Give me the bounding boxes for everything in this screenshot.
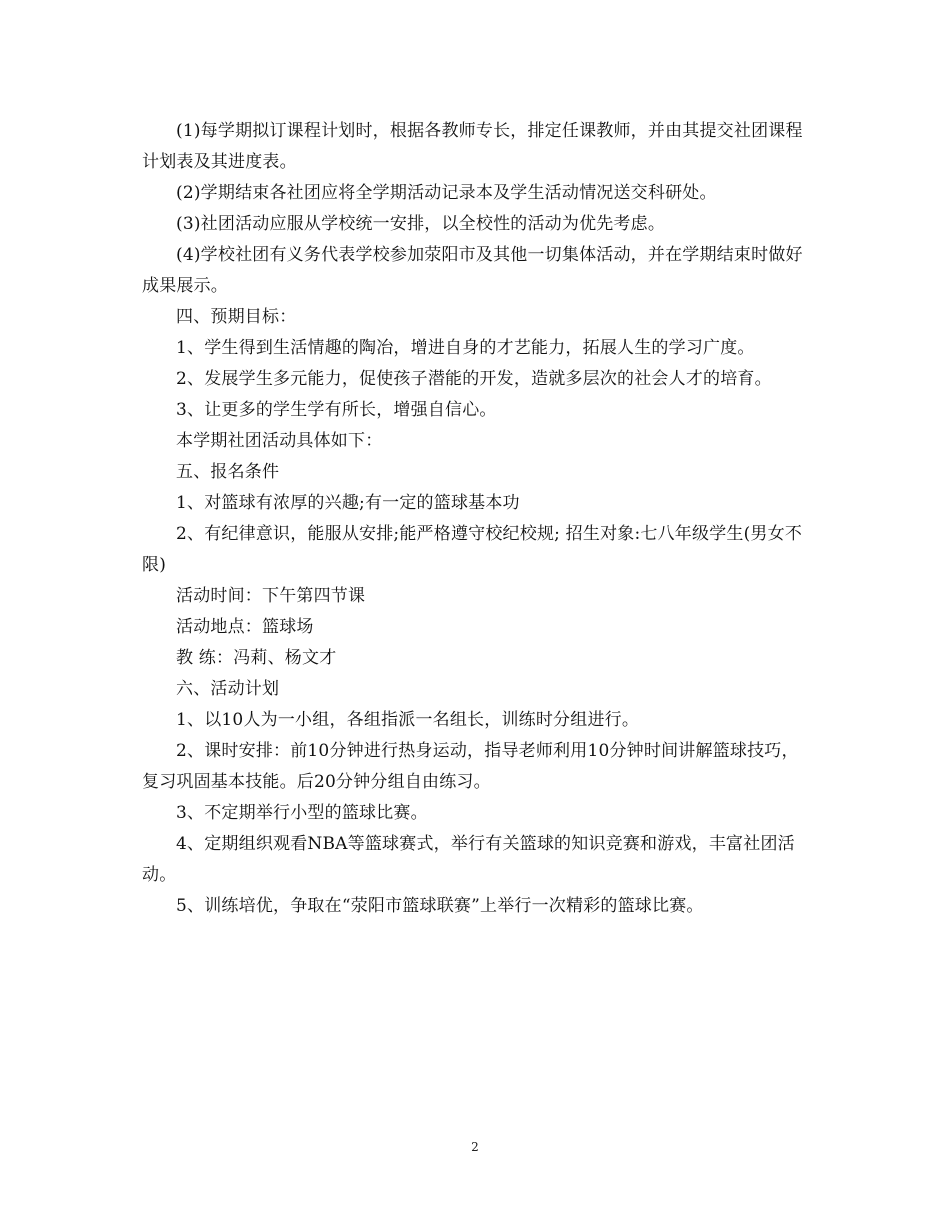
paragraph-goal-1: 1、学生得到生活情趣的陶冶，增进自身的才艺能力，拓展人生的学习广度。: [176, 338, 755, 358]
section-heading-registration: 五、报名条件: [176, 462, 280, 482]
section-heading-activity-plan: 六、活动计划: [176, 679, 280, 699]
paragraph-registration-2: 2、有纪律意识，能服从安排;能严格遵守校纪校规; 招生对象:七八年级学生(男女不限): [142, 524, 803, 575]
paragraph-goal-3: 3、让更多的学生学有所长，增强自信心。: [176, 400, 497, 420]
paragraph-2: (2)学期结束各社团应将全学期活动记录本及学生活动情况送交科研处。: [176, 183, 717, 203]
page-number: 2: [471, 1140, 479, 1154]
paragraph-activity-location: 活动地点：篮球场: [176, 617, 314, 637]
page-body: [142, 116, 808, 922]
paragraph-3: (3)社团活动应服从学校统一安排，以全校性的活动为优先考虑。: [176, 214, 666, 234]
paragraph-intro: 本学期社团活动具体如下：: [176, 431, 383, 451]
paragraph-registration-1: 1、对篮球有浓厚的兴趣;有一定的篮球基本功: [176, 493, 520, 513]
section-heading-expected-goals: 四、预期目标：: [176, 307, 297, 327]
paragraph-coaches: 教 练：冯莉、杨文才: [176, 648, 337, 668]
paragraph-plan-1: 1、以10人为一小组，各组指派一名组长，训练时分组进行。: [176, 710, 640, 730]
paragraph-plan-4: 4、定期组织观看NBA等篮球赛式，举行有关篮球的知识竞赛和游戏，丰富社团活动。: [142, 834, 795, 885]
paragraph-4: (4)学校社团有义务代表学校参加荥阳市及其他一切集体活动，并在学期结束时做好成果展示。: [142, 245, 803, 296]
paragraph-goal-2: 2、发展学生多元能力，促使孩子潜能的开发，造就多层次的社会人才的培育。: [176, 369, 772, 389]
paragraph-activity-time: 活动时间：下午第四节课: [176, 586, 366, 606]
paragraph-plan-2: 2、课时安排：前10分钟进行热身运动，指导老师利用10分钟时间讲解篮球技巧，复习巩固基本技能。后20分钟分组自由练习。: [142, 741, 799, 792]
paragraph-plan-5: 5、训练培优，争取在“荥阳市篮球联赛”上举行一次精彩的篮球比赛。: [176, 896, 704, 916]
paragraph-plan-3: 3、不定期举行小型的篮球比赛。: [176, 803, 428, 823]
paragraph-1: (1)每学期拟订课程计划时，根据各教师专长，排定任课教师，并由其提交社团课程计划表及其进度表。: [142, 121, 803, 172]
